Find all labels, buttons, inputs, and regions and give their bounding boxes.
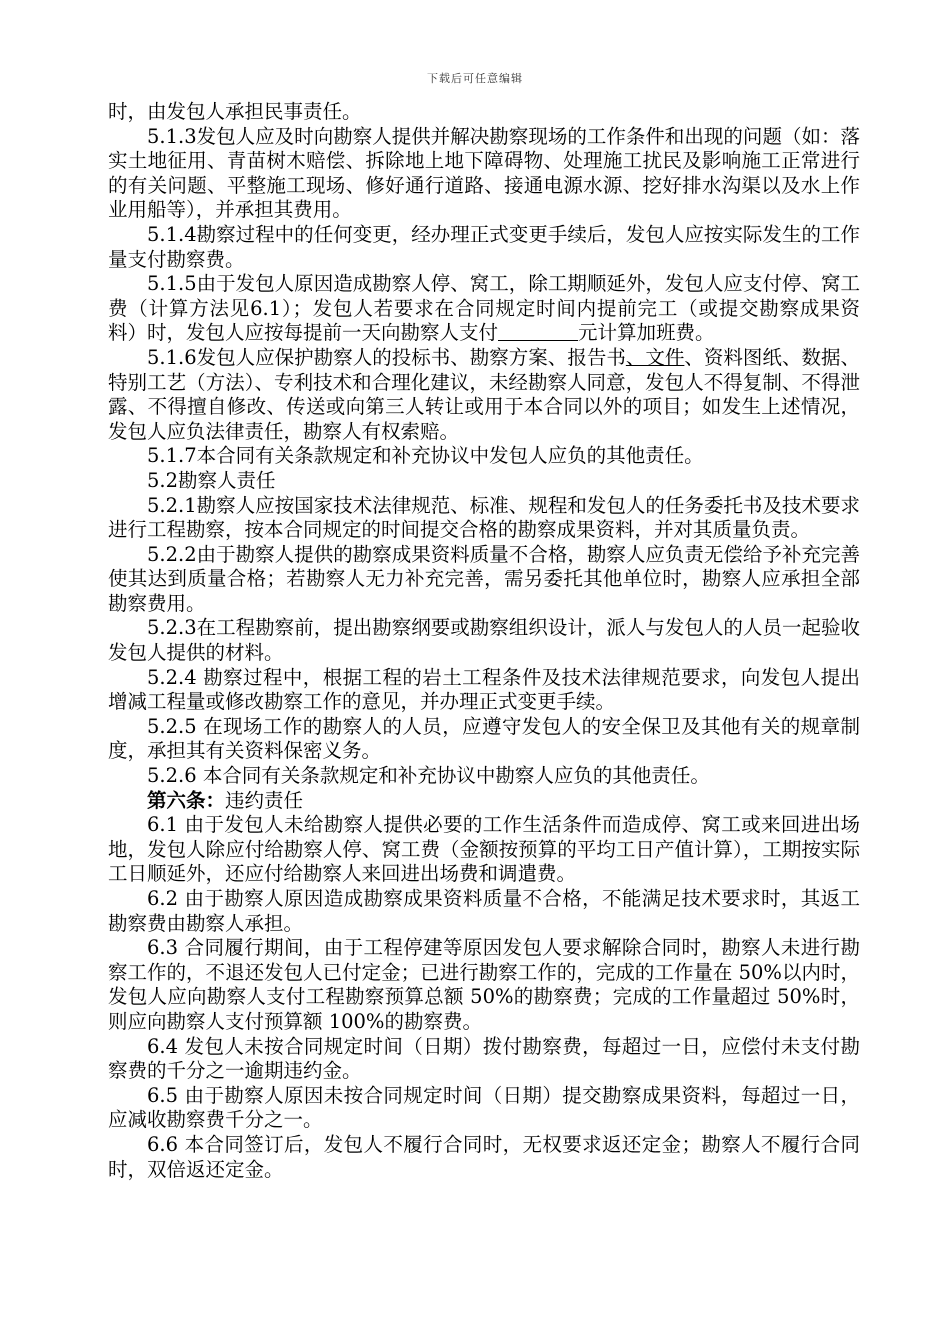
document-body: [108, 100, 860, 1182]
paragraph-5-2-3: 5.2.3在工程勘察前，提出勘察纲要或勘察组织设计，派人与发包人的人员一起验收发包人提供的材料。: [108, 616, 860, 665]
paragraph-5-2-5: 5.2.5 在现场工作的勘察人的人员，应遵守发包人的安全保卫及其他有关的规章制度，承担其有关资料保密义务。: [108, 714, 860, 763]
paragraph-5-1-6-tail: 、资料图纸、数据、特别工艺（方法）、专利技术和合理化建议，未经勘察人同意，发包人不得复制、不得泄露、不得擅自修改、传送或向第三人转让或用于本合同以外的项目；如发生上述情况，发包人应负法律责任，勘察人有权索赔。: [108, 345, 860, 443]
paragraph-5-1-4: 5.1.4勘察过程中的任何变更，经办理正式变更手续后，发包人应按实际发生的工作量支付勘察费。: [108, 222, 860, 271]
paragraph-5-1-7: 5.1.7本合同有关条款规定和补充协议中发包人应负的其他责任。: [147, 444, 704, 468]
paragraph-5-2-6: 5.2.6 本合同有关条款规定和补充协议中勘察人应负的其他责任。: [147, 764, 710, 788]
paragraph-6-2: 6.2 由于勘察人原因造成勘察成果资料质量不合格，不能满足技术要求时，其返工勘察费由勘察人承担。: [108, 887, 860, 935]
paragraph-5-1-5-tail: 元计算加班费。: [578, 321, 715, 345]
page-header: 下载后可任意编辑: [427, 72, 523, 85]
paragraph-0: 时，由发包人承担民事责任。: [108, 100, 362, 123]
underlined-text: 、文件: [625, 345, 685, 369]
paragraph-6-3: 6.3 合同履行期间，由于工程停建等原因发包人要求解除合同时，勘察人未进行勘察工作的，不退还发包人已付定金；已进行勘察工作的，完成的工作量在 50%以内时，发包人应向勘察人支付工程勘察预算总额 50%的勘察费；完成的工作量超过 50%时，则应向勘察人支付预算额 100%的勘察费。: [108, 936, 860, 1033]
paragraph-5-1-6-text: 5.1.6发包人应保护勘察人的投标书、勘察方案、报告书: [147, 345, 626, 369]
paragraph-5-1-3: 5.1.3发包人应及时向勘察人提供并解决勘察现场的工作条件和出现的问题（如：落实土地征用、青苗树木赔偿、拆除地上地下障碍物、处理施工扰民及影响施工正常进行的有关问题、平整施工现场、修好通行道路、接通电源水源、挖好排水沟渠以及水上作业用船等），并承担其费用。: [108, 124, 860, 222]
paragraph-5-2-1: 5.2.1勘察人应按国家技术法律规范、标准、规程和发包人的任务委托书及技术要求进行工程勘察，按本合同规定的时间提交合格的勘察成果资料，并对其质量负责。: [108, 493, 860, 542]
article-six-title: 违约责任: [225, 788, 304, 812]
paragraph-5-2-4: 5.2.4 勘察过程中，根据工程的岩土工程条件及技术法律规范要求，向发包人提出增减工程量或修改勘察工作的意见，并办理正式变更手续。: [108, 665, 860, 714]
article-six-heading: [108, 789, 860, 814]
paragraph-5-1-5: [108, 272, 860, 346]
paragraph-6-1: 6.1 由于发包人未给勘察人提供必要的工作生活条件而造成停、窝工或来回进出场地，发包人除应付给勘察人停、窝工费（金额按预算的平均工日产值计算），工期按实际工日顺延外，还应付给勘察人来回进出场费和调遣费。: [108, 813, 860, 886]
fill-in-blank[interactable]: [498, 322, 578, 341]
paragraph-6-6: 6.6 本合同签订后，发包人不履行合同时，无权要求返还定金；勘察人不履行合同时，双倍返还定金。: [108, 1132, 860, 1181]
section-heading-5-2: 5.2勘察人责任: [147, 468, 276, 492]
paragraph-5-1-6: [108, 346, 860, 444]
article-six-label: 第六条：: [147, 788, 226, 812]
paragraph-5-1-5-text: 5.1.5由于发包人原因造成勘察人停、窝工，除工期顺延外，发包人应支付停、窝工费（计算方法见6.1）；发包人若要求在合同规定时间内提前完工（或提交勘察成果资料）时，发包人应按每提前一天向勘察人支付: [108, 272, 860, 345]
paragraph-6-5: 6.5 由于勘察人原因未按合同规定时间（日期）提交勘察成果资料，每超过一日，应减收勘察费千分之一。: [108, 1083, 860, 1132]
paragraph-6-4: 6.4 发包人未按合同规定时间（日期）拨付勘察费，每超过一日，应偿付未支付勘察费的千分之一逾期违约金。: [108, 1034, 860, 1083]
paragraph-5-2-2: 5.2.2由于勘察人提供的勘察成果资料质量不合格，勘察人应负责无偿给予补充完善使其达到质量合格；若勘察人无力补充完善，需另委托其他单位时，勘察人应承担全部勘察费用。: [108, 542, 860, 615]
